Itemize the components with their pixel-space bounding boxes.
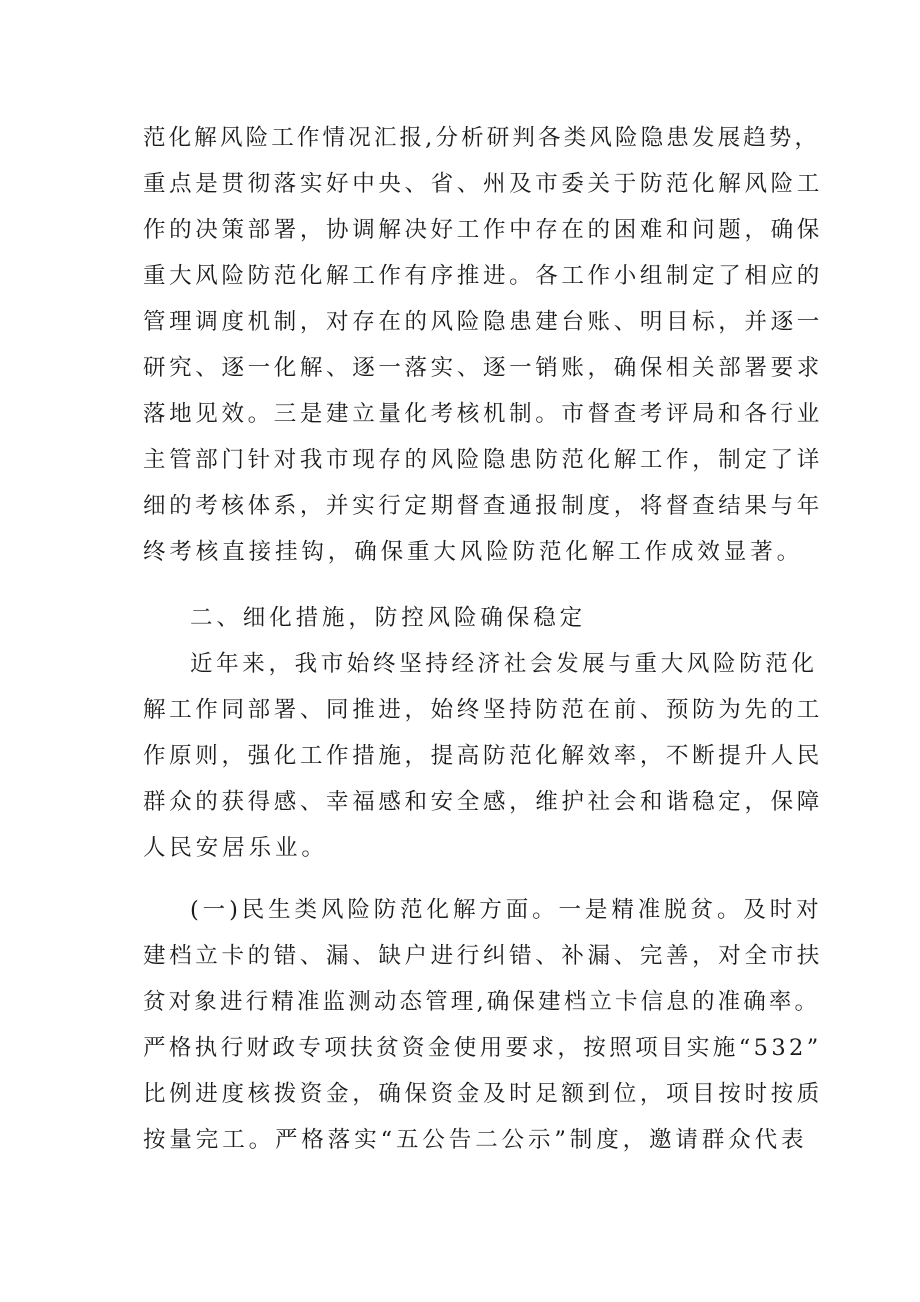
text-line: 近年来，我市始终坚持经济社会发展与重大风险防范化: [190, 651, 818, 677]
text-line: 范化解风险工作情况汇报,分析研判各类风险隐患发展趋势，: [143, 125, 821, 151]
text-line: 主管部门针对我市现存的风险隐患防范化解工作，制定了详: [143, 447, 823, 473]
text-line: 重点是贯彻落实好中央、省、州及市委关于防范化解风险工: [143, 171, 823, 197]
text-line: 研究、逐一化解、逐一落实、逐一销账，确保相关部署要求: [143, 355, 823, 381]
text-line: 群众的获得感、幸福感和安全感，维护社会和谐稳定，保障: [143, 789, 823, 815]
text-line: 管理调度机制，对存在的风险隐患建台账、明目标，并逐一: [143, 309, 823, 335]
section-heading: 二、细化措施，防控风险确保稳定: [190, 605, 587, 631]
text-line: 重大风险防范化解工作有序推进。各工作小组制定了相应的: [143, 263, 823, 289]
text-line: 按量完工。严格落实“五公告二公示”制度，邀请群众代表: [143, 1127, 808, 1153]
subsection-line: (一)民生类风险防范化解方面。一是精准脱贫。及时对: [190, 897, 823, 923]
text-line: 落地见效。三是建立量化考核机制。市督查考评局和各行业: [143, 401, 823, 427]
text-line: 比例进度核拨资金，确保资金及时足额到位，项目按时按质: [143, 1081, 823, 1107]
text-line: 作原则，强化工作措施，提高防范化解效率，不断提升人民: [143, 743, 823, 769]
text-line: 细的考核体系，并实行定期督查通报制度，将督查结果与年: [143, 493, 823, 519]
text-line: 解工作同部署、同推进，始终坚持防范在前、预防为先的工: [143, 697, 823, 723]
text-line: 严格执行财政专项扶贫资金使用要求，按照项目实施“532”: [143, 1035, 822, 1061]
text-line: 终考核直接挂钩，确保重大风险防范化解工作成效显著。: [143, 539, 804, 565]
text-line: 作的决策部署，协调解决好工作中存在的困难和问题，确保: [143, 217, 823, 243]
text-line: 建档立卡的错、漏、缺户进行纠错、补漏、完善，对全市扶: [143, 943, 823, 969]
text-line: 贫对象进行精准监测动态管理,确保建档立卡信息的准确率。: [143, 989, 821, 1015]
text-line: 人民安居乐业。: [143, 835, 328, 861]
